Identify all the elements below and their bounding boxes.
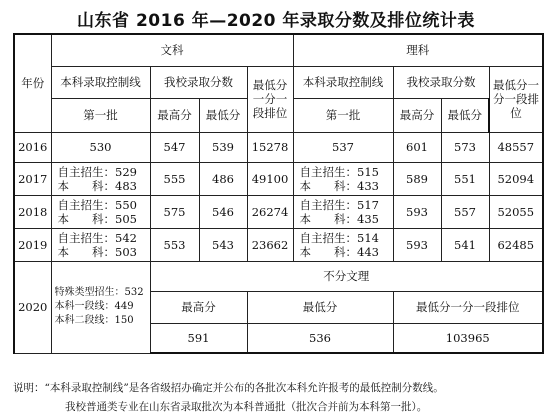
- wenke-control-line: [51, 195, 150, 228]
- footnote-batch: 我校普通类专业在山东省录取批次为本科普通批（批次合并前为本科第一批）。: [65, 401, 428, 413]
- wenke-rank: 15278: [247, 132, 293, 162]
- header-like-school-score: 我校录取分数: [393, 66, 489, 98]
- header-wenke-min: 最低分: [199, 98, 247, 132]
- like-rank: 52055: [489, 195, 543, 228]
- control-line-zizhu: 自主招生：542: [57, 230, 137, 245]
- wenke-max: 553: [150, 228, 199, 261]
- like-rank: 62485: [489, 228, 543, 261]
- control-line-2020: [51, 261, 150, 353]
- header-wenke: 文科: [51, 34, 293, 66]
- control-line-benke: 本 科：443: [299, 244, 379, 259]
- control-line-zizhu: 自主招生：514: [299, 230, 379, 245]
- wenke-max: 555: [150, 162, 199, 195]
- control-line-benke: 本 科：435: [299, 211, 379, 226]
- wenke-max: 575: [150, 195, 199, 228]
- header-like-control-line: 本科录取控制线: [293, 66, 393, 98]
- header-wenke-max: 最高分: [150, 98, 199, 132]
- table-row: [14, 132, 543, 162]
- like-max: 593: [393, 195, 441, 228]
- wenke-min: 543: [199, 228, 247, 261]
- table-row: [14, 162, 543, 195]
- like-control-line: 537: [293, 132, 393, 162]
- control-line-zizhu: 自主招生：515: [299, 164, 379, 179]
- like-max: 601: [393, 132, 441, 162]
- value-2020-rank: 103965: [393, 323, 543, 353]
- like-max: 589: [393, 162, 441, 195]
- wenke-rank: 49100: [247, 162, 293, 195]
- wenke-min: 539: [199, 132, 247, 162]
- header-wenke-control-line: 本科录取控制线: [51, 66, 150, 98]
- like-control-line: [293, 195, 393, 228]
- value-2020-min: 536: [247, 323, 393, 353]
- header-wenke-first-batch: 第一批: [51, 98, 150, 132]
- table-row: [14, 228, 543, 261]
- header-2020-max: 最高分: [150, 291, 247, 323]
- like-min: 557: [441, 195, 489, 228]
- header-like-max: 最高分: [393, 98, 441, 132]
- table-row: [14, 195, 543, 228]
- header-year: 年份: [14, 34, 51, 132]
- like-control-line: [293, 162, 393, 195]
- wenke-control-line: 530: [51, 132, 150, 162]
- control-line-benke: 本 科：505: [57, 211, 137, 226]
- year-cell: 2016: [14, 132, 51, 162]
- wenke-rank: 23662: [247, 228, 293, 261]
- wenke-control-line: [51, 162, 150, 195]
- header-wenke-min-rank: 最低分一分一段排位: [247, 66, 293, 132]
- header-wenke-school-score: 我校录取分数: [150, 66, 247, 98]
- header-2020-rank: 最低分一分一段排位: [393, 291, 543, 323]
- header-2020-min: 最低分: [247, 291, 393, 323]
- control-line-zizhu: 自主招生：550: [57, 197, 137, 212]
- header-2020-combined: 不分文理: [150, 261, 543, 291]
- control-line-benke: 本 科：483: [57, 178, 137, 193]
- header-like-min-rank: 最低分一分一段排位: [489, 66, 543, 132]
- header-like-first-batch: 第一批: [293, 98, 393, 132]
- like-max: 593: [393, 228, 441, 261]
- header-like: 理科: [293, 34, 543, 66]
- like-min: 573: [441, 132, 489, 162]
- footnote-explanation: 说明：“本科录取控制线”是各省级招办确定并公布的各批次本科允许报考的最低控制分数线。: [13, 382, 444, 394]
- control-line-benke: 本 科：503: [57, 244, 137, 259]
- wenke-min: 546: [199, 195, 247, 228]
- header-like-min: 最低分: [441, 98, 489, 132]
- like-rank: 52094: [489, 162, 543, 195]
- wenke-min: 486: [199, 162, 247, 195]
- value-2020-max: 591: [150, 323, 247, 353]
- like-rank: 48557: [489, 132, 543, 162]
- wenke-rank: 26274: [247, 195, 293, 228]
- score-table: [13, 33, 544, 354]
- year-cell-2020: 2020: [14, 261, 51, 353]
- control-line-benke: 本 科：433: [299, 178, 379, 193]
- control-line-first-section: 本科一段线：449: [54, 301, 134, 312]
- control-line-zizhu: 自主招生：529: [57, 164, 137, 179]
- year-cell: 2018: [14, 195, 51, 228]
- like-min: 551: [441, 162, 489, 195]
- control-line-special: 特殊类型招生：532: [54, 287, 144, 298]
- control-line-zizhu: 自主招生：517: [299, 197, 379, 212]
- control-line-second-section: 本科二段线：150: [54, 315, 134, 326]
- year-cell: 2019: [14, 228, 51, 261]
- wenke-control-line: [51, 228, 150, 261]
- year-cell: 2017: [14, 162, 51, 195]
- page-title: 山东省 2016 年—2020 年录取分数及排位统计表: [77, 11, 475, 31]
- like-control-line: [293, 228, 393, 261]
- like-min: 541: [441, 228, 489, 261]
- wenke-max: 547: [150, 132, 199, 162]
